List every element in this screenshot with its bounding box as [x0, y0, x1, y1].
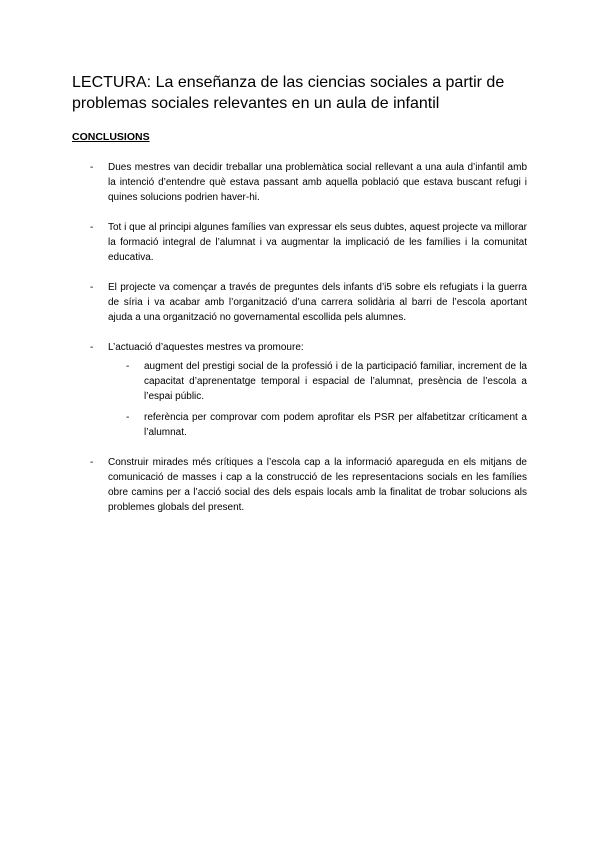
list-item-text: El projecte va començar a través de preguntes dels infants d’i5 sobre els refugiats i la guerra de síria i va acabar amb l’organització d’una carrera solidària al barri de l’escola aportant ajuda a una organització no governamental escollida pels alumnes. [108, 282, 527, 323]
sub-list-item-text: augment del prestigi social de la professió i de la participació familiar, increment de la capacitat d’aprenentatge temporal i espacial de l’alumnat, presència de l’escola a l’espai públic. [144, 361, 527, 402]
list-item-text: Tot i que al principi algunes famílies van expressar els seus dubtes, aquest projecte va millorar la formació integral de l’alumnat i va augmentar la implicació de les famílies i la comunitat educativa. [108, 222, 527, 263]
list-item [72, 340, 527, 440]
list-item-text: Dues mestres van decidir treballar una problemàtica social rellevant a una aula d’infantil amb la intenció d’entendre què estava passant amb aquella població que estava buscant refugi i quines solucions podrien haver-hi. [108, 162, 527, 203]
list-item-text: L’actuació d’aquestes mestres va promoure: [108, 342, 304, 353]
bullet-dash: - [126, 412, 130, 423]
conclusions-list [72, 160, 527, 515]
sub-list [108, 359, 527, 440]
list-item-text: Construir mirades més crítiques a l’escola cap a la informació apareguda en els mitjans de comunicació de masses i cap a la construcció de les representacions socials en les famílies obre camins per a l’acció social des dels espais locals amb la finalitat de trobar solucions als problemes globals del present. [108, 457, 527, 513]
list-item [72, 280, 527, 325]
bullet-dash: - [126, 361, 130, 372]
bullet-dash: - [90, 342, 94, 353]
document-page [72, 72, 527, 530]
document-title: LECTURA: La enseñanza de las ciencias sociales a partir de problemas sociales relevantes en un aula de infantil [72, 74, 505, 112]
bullet-dash: - [90, 222, 94, 233]
section-heading: CONCLUSIONS [72, 131, 150, 143]
sub-list-item [108, 410, 527, 440]
list-item [72, 455, 527, 515]
bullet-dash: - [90, 457, 94, 468]
bullet-dash: - [90, 162, 94, 173]
sub-list-item [108, 359, 527, 404]
list-item [72, 220, 527, 265]
sub-list-item-text: referència per comprovar com podem aprofitar els PSR per alfabetitzar críticament a l’alumnat. [144, 412, 527, 438]
list-item [72, 160, 527, 205]
bullet-dash: - [90, 282, 94, 293]
